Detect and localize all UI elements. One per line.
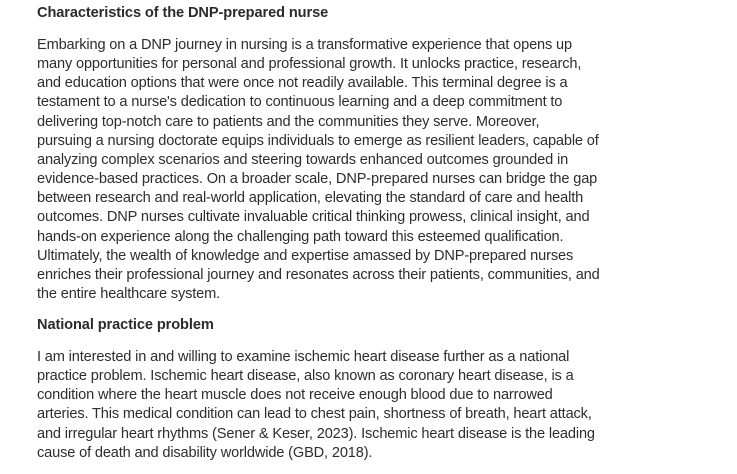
text-line: I am interested in and willing to examine ischemic heart disease further as a national <box>37 349 570 365</box>
section-heading-national-practice-problem: National practice problem <box>37 317 214 333</box>
text-line: Embarking on a DNP journey in nursing is a transformative experience that opens up <box>37 37 572 53</box>
text-line: delivering top-notch care to patients and the communities they serve. Moreover, <box>37 113 540 130</box>
text-line: Ultimately, the wealth of knowledge and expertise amassed by DNP-prepared nurses <box>37 247 574 264</box>
text-line: the entire healthcare system. <box>37 286 221 303</box>
paragraph-national-practice-problem <box>37 348 595 463</box>
section-heading-dnp-characteristics: Characteristics of the DNP-prepared nurse <box>37 5 329 21</box>
text-line: hands-on experience along the challenging path toward this esteemed qualification. <box>37 228 564 245</box>
text-line: between research and real-world application, elevating the standard of care and health <box>37 190 584 207</box>
text-line: and education options that were once not readily available. This terminal degree is a <box>37 75 568 92</box>
text-line: outcomes. DNP nurses cultivate invaluable critical thinking prowess, clinical insight, and <box>37 209 590 226</box>
text-line: arteries. This medical condition can lead to chest pain, shortness of breath, heart attack, <box>37 406 592 423</box>
text-line: cause of death and disability worldwide (GBD, 2018). <box>37 444 373 461</box>
text-line: many opportunities for personal and professional growth. It unlocks practice, research, <box>37 56 582 73</box>
text-line: evidence-based practices. On a broader scale, DNP-prepared nurses can bridge the gap <box>37 171 598 188</box>
paragraph-dnp-characteristics <box>37 36 600 304</box>
text-line: and irregular heart rhythms (Sener & Keser, 2023). Ischemic heart disease is the leading <box>37 425 595 442</box>
text-line: practice problem. Ischemic heart disease, also known as coronary heart disease, is a <box>37 368 574 385</box>
text-line: condition where the heart muscle does not receive enough blood due to narrowed <box>37 387 553 404</box>
text-line: enriches their professional journey and resonates across their patients, communities, and <box>37 266 600 283</box>
text-line: testament to a nurse's dedication to continuous learning and a deep commitment to <box>37 94 563 111</box>
text-line: pursuing a nursing doctorate equips individuals to emerge as resilient leaders, capable of <box>37 132 599 149</box>
text-line: analyzing complex scenarios and steering towards enhanced outcomes grounded in <box>37 151 569 168</box>
